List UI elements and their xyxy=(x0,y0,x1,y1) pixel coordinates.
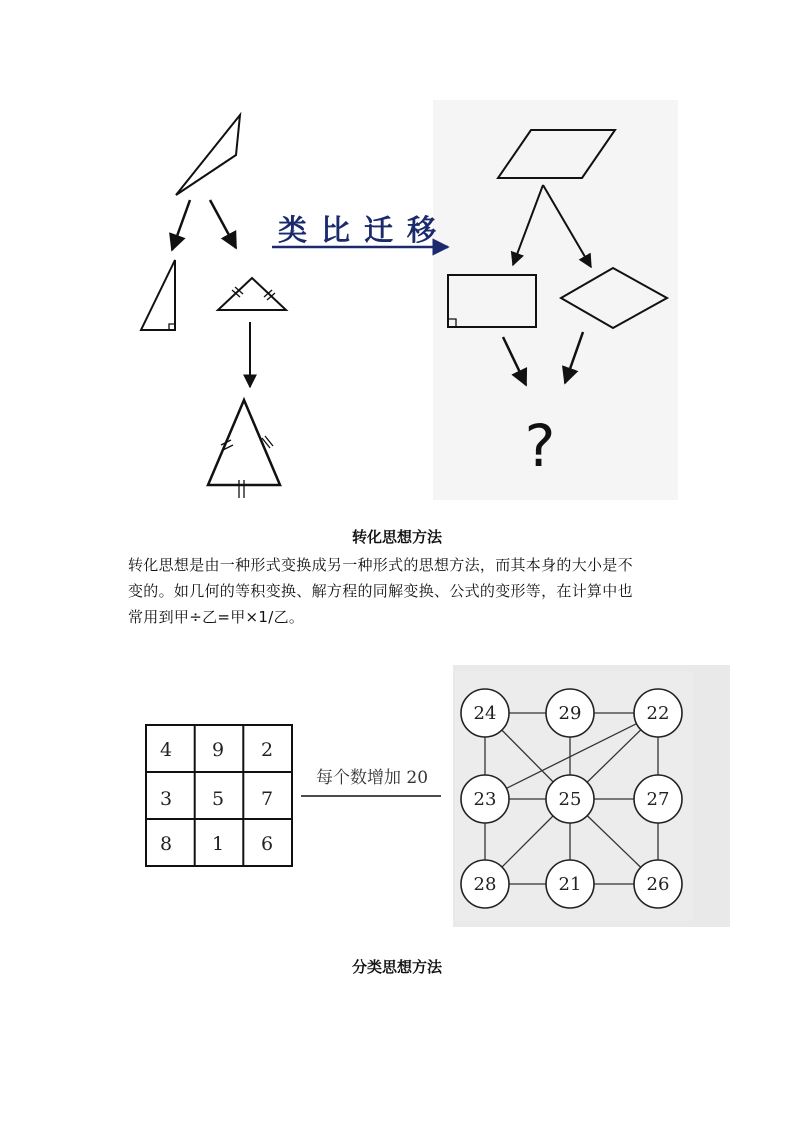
node-label: 27 xyxy=(646,789,670,810)
node-label: 26 xyxy=(646,874,670,895)
right-triangle xyxy=(141,260,175,330)
grid-cell: 4 xyxy=(159,739,173,761)
node-label: 23 xyxy=(473,789,497,810)
arrow-to-isosceles-triangle xyxy=(210,200,236,248)
right-panel-background xyxy=(433,100,678,500)
oblique-triangle xyxy=(176,115,240,195)
grid-cell: 1 xyxy=(211,833,225,855)
paragraph-transformation xyxy=(128,552,673,630)
question-mark: ? xyxy=(524,412,556,480)
arrow-to-right-triangle xyxy=(172,200,190,250)
node-label: 22 xyxy=(646,703,670,724)
node-label: 21 xyxy=(558,874,582,895)
caption-transformation-method: 转化思想方法 xyxy=(351,528,442,546)
node-label: 29 xyxy=(558,703,582,724)
isosceles-triangle-small xyxy=(218,278,286,310)
grid-cell: 3 xyxy=(159,788,173,810)
grid-cell: 5 xyxy=(211,788,225,810)
paragraph-line: 常用到甲÷乙=甲×1/乙。 xyxy=(128,608,305,626)
grid-cell: 8 xyxy=(159,833,173,855)
caption-classification-method: 分类思想方法 xyxy=(351,958,442,976)
node-label: 24 xyxy=(473,703,497,724)
paragraph-line: 变的。如几何的等积变换、解方程的同解变换、公式的变形等，在计算中也 xyxy=(128,582,633,600)
equilateral-triangle xyxy=(208,400,280,485)
increase-label: 每个数增加 20 xyxy=(315,768,429,788)
grid-cell: 2 xyxy=(260,739,274,761)
grid-cell: 7 xyxy=(260,788,274,810)
analogy-transfer-label: 类比迁移 xyxy=(278,213,451,247)
node-label: 25 xyxy=(558,789,582,810)
paragraph-line: 转化思想是由一种形式变换成另一种形式的思想方法，而其本身的大小是不 xyxy=(128,556,633,574)
grid-cell: 9 xyxy=(211,739,225,761)
transformation-figure xyxy=(128,100,678,500)
node-label: 28 xyxy=(473,874,497,895)
magic-square-figure xyxy=(128,665,730,927)
grid-cell: 6 xyxy=(260,833,274,855)
